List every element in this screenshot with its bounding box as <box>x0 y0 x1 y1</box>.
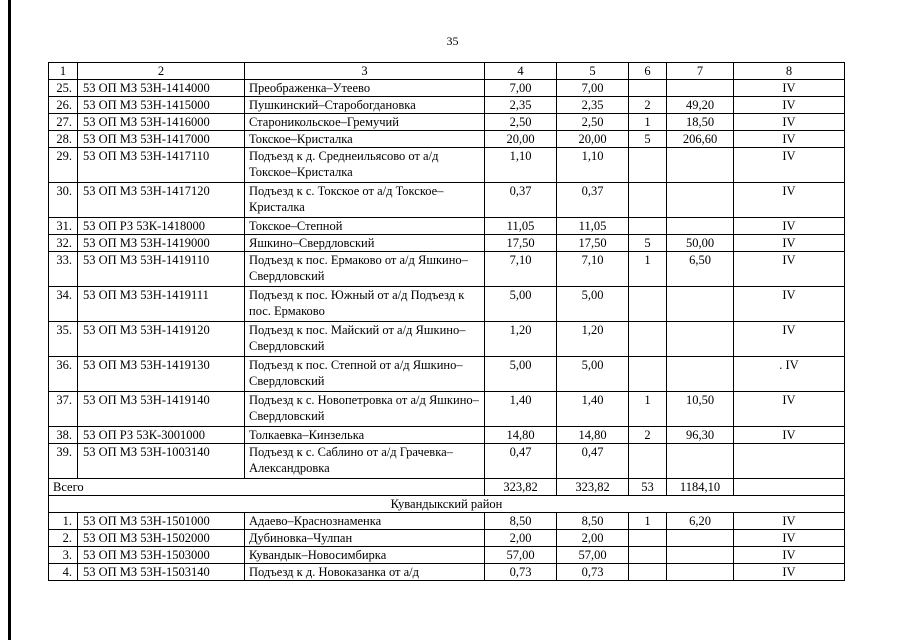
road-name: Подъезд к пос. Ермаково от а/д Яшкино–Свердловский <box>245 252 485 287</box>
road-name: Подъезд к д. Новоказанка от а/д <box>245 564 485 581</box>
road-code: 53 ОП МЗ 53Н-1419111 <box>78 287 245 322</box>
road-name: Подъезд к пос. Степной от а/д Яшкино–Свердловский <box>245 357 485 392</box>
length-total: 5,00 <box>485 357 557 392</box>
road-name: Подъезд к д. Среднеильясово от а/д Токское–Кристалка <box>245 148 485 183</box>
column-header: 5 <box>557 63 629 80</box>
table-row <box>49 80 845 97</box>
length-total: 20,00 <box>485 131 557 148</box>
road-code: 53 ОП МЗ 53Н-1419140 <box>78 392 245 427</box>
bridges-length <box>667 183 734 218</box>
road-name: Подъезд к пос. Майский от а/д Яшкино–Свердловский <box>245 322 485 357</box>
road-name: Толкаевка–Кинзелька <box>245 427 485 444</box>
road-code: 53 ОП МЗ 53Н-1417110 <box>78 148 245 183</box>
table-row <box>49 148 845 183</box>
bridges-count <box>629 183 667 218</box>
road-category: IV <box>734 530 845 547</box>
road-name: Подъезд к пос. Южный от а/д Подъезд к пос. Ермаково <box>245 287 485 322</box>
column-header: 4 <box>485 63 557 80</box>
bridges-length: 10,50 <box>667 392 734 427</box>
bridges-length: 18,50 <box>667 114 734 131</box>
length-total: 7,10 <box>485 252 557 287</box>
row-number: 38. <box>49 427 78 444</box>
road-code: 53 ОП МЗ 53Н-1419000 <box>78 235 245 252</box>
length-paved: 57,00 <box>557 547 629 564</box>
length-paved: 2,00 <box>557 530 629 547</box>
road-code: 53 ОП МЗ 53Н-1417000 <box>78 131 245 148</box>
table-row <box>49 564 845 581</box>
row-number: 4. <box>49 564 78 581</box>
road-code: 53 ОП МЗ 53Н-1419110 <box>78 252 245 287</box>
length-paved: 14,80 <box>557 427 629 444</box>
road-category: IV <box>734 114 845 131</box>
total-row <box>49 479 845 496</box>
road-name: Преображенка–Утеево <box>245 80 485 97</box>
length-total: 7,00 <box>485 80 557 97</box>
length-total: 5,00 <box>485 287 557 322</box>
row-number: 37. <box>49 392 78 427</box>
table-row <box>49 392 845 427</box>
road-name: Токское–Кристалка <box>245 131 485 148</box>
bridges-length: 206,60 <box>667 131 734 148</box>
length-total: 17,50 <box>485 235 557 252</box>
road-code: 53 ОП МЗ 53Н-1419130 <box>78 357 245 392</box>
length-total: 57,00 <box>485 547 557 564</box>
bridges-length <box>667 357 734 392</box>
total-bridges-count: 53 <box>629 479 667 496</box>
bridges-length <box>667 218 734 235</box>
column-header: 2 <box>78 63 245 80</box>
bridges-count <box>629 322 667 357</box>
bridges-count: 1 <box>629 252 667 287</box>
row-number: 1. <box>49 513 78 530</box>
row-number: 39. <box>49 444 78 479</box>
bridges-count: 1 <box>629 392 667 427</box>
length-total: 0,47 <box>485 444 557 479</box>
road-category: IV <box>734 547 845 564</box>
bridges-length <box>667 444 734 479</box>
bridges-count: 2 <box>629 97 667 114</box>
bridges-count: 1 <box>629 513 667 530</box>
road-category: IV <box>734 183 845 218</box>
row-number: 35. <box>49 322 78 357</box>
road-category: IV <box>734 235 845 252</box>
road-category: IV <box>734 564 845 581</box>
bridges-length: 6,20 <box>667 513 734 530</box>
table-row <box>49 97 845 114</box>
length-paved: 1,20 <box>557 322 629 357</box>
length-paved: 11,05 <box>557 218 629 235</box>
length-total: 11,05 <box>485 218 557 235</box>
road-code: 53 ОП РЗ 53К-3001000 <box>78 427 245 444</box>
length-paved: 5,00 <box>557 357 629 392</box>
total-bridges-length: 1184,10 <box>667 479 734 496</box>
left-margin-bar <box>8 0 11 640</box>
row-number: 33. <box>49 252 78 287</box>
row-number: 32. <box>49 235 78 252</box>
row-number: 30. <box>49 183 78 218</box>
row-number: 25. <box>49 80 78 97</box>
table-row <box>49 183 845 218</box>
length-total: 14,80 <box>485 427 557 444</box>
table-row <box>49 114 845 131</box>
bridges-length <box>667 322 734 357</box>
road-name: Кувандык–Новосимбирка <box>245 547 485 564</box>
road-category: IV <box>734 252 845 287</box>
column-header: 7 <box>667 63 734 80</box>
bridges-length <box>667 547 734 564</box>
length-paved: 0,73 <box>557 564 629 581</box>
total-length-total: 323,82 <box>485 479 557 496</box>
bridges-count <box>629 547 667 564</box>
road-category: IV <box>734 513 845 530</box>
bridges-count <box>629 444 667 479</box>
road-name: Яшкино–Свердловский <box>245 235 485 252</box>
length-paved: 2,50 <box>557 114 629 131</box>
road-code: 53 ОП МЗ 53Н-1503140 <box>78 564 245 581</box>
road-code: 53 ОП МЗ 53Н-1003140 <box>78 444 245 479</box>
length-paved: 2,35 <box>557 97 629 114</box>
table-row <box>49 357 845 392</box>
length-paved: 0,37 <box>557 183 629 218</box>
length-paved: 0,47 <box>557 444 629 479</box>
road-category: IV <box>734 148 845 183</box>
length-total: 1,20 <box>485 322 557 357</box>
district-row <box>49 496 845 513</box>
length-paved: 17,50 <box>557 235 629 252</box>
roads-table <box>48 62 845 581</box>
bridges-count <box>629 530 667 547</box>
row-number: 3. <box>49 547 78 564</box>
road-name: Пушкинский–Старобогдановка <box>245 97 485 114</box>
bridges-count: 5 <box>629 235 667 252</box>
bridges-length <box>667 287 734 322</box>
length-total: 1,40 <box>485 392 557 427</box>
length-total: 2,50 <box>485 114 557 131</box>
bridges-length: 96,30 <box>667 427 734 444</box>
column-header: 3 <box>245 63 485 80</box>
table-row <box>49 513 845 530</box>
row-number: 34. <box>49 287 78 322</box>
road-name: Подъезд к с. Новопетровка от а/д Яшкино–Свердловский <box>245 392 485 427</box>
bridges-count <box>629 218 667 235</box>
road-name: Подъезд к с. Саблино от а/д Грачевка–Александровка <box>245 444 485 479</box>
road-category: IV <box>734 131 845 148</box>
district-heading: Кувандыкский район <box>49 496 845 513</box>
bridges-count: 2 <box>629 427 667 444</box>
road-code: 53 ОП МЗ 53Н-1501000 <box>78 513 245 530</box>
length-total: 0,37 <box>485 183 557 218</box>
length-total: 2,00 <box>485 530 557 547</box>
bridges-length <box>667 564 734 581</box>
road-code: 53 ОП МЗ 53Н-1417120 <box>78 183 245 218</box>
table-row <box>49 131 845 148</box>
length-paved: 1,10 <box>557 148 629 183</box>
row-number: 26. <box>49 97 78 114</box>
road-category: IV <box>734 80 845 97</box>
length-paved: 8,50 <box>557 513 629 530</box>
road-code: 53 ОП МЗ 53Н-1415000 <box>78 97 245 114</box>
length-total: 0,73 <box>485 564 557 581</box>
row-number: 28. <box>49 131 78 148</box>
row-number: 29. <box>49 148 78 183</box>
bridges-count <box>629 357 667 392</box>
column-header-row <box>49 63 845 80</box>
bridges-count <box>629 80 667 97</box>
length-paved: 7,00 <box>557 80 629 97</box>
road-category: IV <box>734 322 845 357</box>
length-paved: 5,00 <box>557 287 629 322</box>
road-code: 53 ОП МЗ 53Н-1503000 <box>78 547 245 564</box>
bridges-count: 1 <box>629 114 667 131</box>
length-total: 2,35 <box>485 97 557 114</box>
road-code: 53 ОП МЗ 53Н-1414000 <box>78 80 245 97</box>
total-road-category <box>734 479 845 496</box>
column-header: 8 <box>734 63 845 80</box>
road-category: IV <box>734 427 845 444</box>
road-category: IV <box>734 97 845 114</box>
row-number: 2. <box>49 530 78 547</box>
table-row <box>49 252 845 287</box>
bridges-count: 5 <box>629 131 667 148</box>
road-code: 53 ОП РЗ 53К-1418000 <box>78 218 245 235</box>
bridges-count <box>629 287 667 322</box>
table-body <box>49 63 845 581</box>
bridges-length: 6,50 <box>667 252 734 287</box>
road-name: Адаево–Краснознаменка <box>245 513 485 530</box>
bridges-length <box>667 530 734 547</box>
length-total: 1,10 <box>485 148 557 183</box>
page-number: 35 <box>446 34 459 48</box>
road-name: Староникольское–Гремучий <box>245 114 485 131</box>
table-row <box>49 427 845 444</box>
length-paved: 7,10 <box>557 252 629 287</box>
bridges-length: 49,20 <box>667 97 734 114</box>
bridges-length: 50,00 <box>667 235 734 252</box>
table-row <box>49 322 845 357</box>
table-row <box>49 530 845 547</box>
row-number: 31. <box>49 218 78 235</box>
length-total: 8,50 <box>485 513 557 530</box>
bridges-count <box>629 148 667 183</box>
bridges-length <box>667 148 734 183</box>
table-row <box>49 235 845 252</box>
road-code: 53 ОП МЗ 53Н-1502000 <box>78 530 245 547</box>
road-name: Дубиновка–Чулпан <box>245 530 485 547</box>
road-category: . IV <box>734 357 845 392</box>
road-category: IV <box>734 392 845 427</box>
length-paved: 20,00 <box>557 131 629 148</box>
column-header: 1 <box>49 63 78 80</box>
table-row <box>49 547 845 564</box>
road-name: Подъезд к с. Токское от а/д Токское–Кристалка <box>245 183 485 218</box>
row-number: 36. <box>49 357 78 392</box>
table-row <box>49 444 845 479</box>
total-label: Всего <box>49 479 485 496</box>
road-name: Токское–Степной <box>245 218 485 235</box>
column-header: 6 <box>629 63 667 80</box>
table-row <box>49 287 845 322</box>
road-category: IV <box>734 287 845 322</box>
row-number: 27. <box>49 114 78 131</box>
table-row <box>49 218 845 235</box>
total-length-paved: 323,82 <box>557 479 629 496</box>
bridges-count <box>629 564 667 581</box>
length-paved: 1,40 <box>557 392 629 427</box>
road-category <box>734 444 845 479</box>
bridges-length <box>667 80 734 97</box>
road-code: 53 ОП МЗ 53Н-1416000 <box>78 114 245 131</box>
road-category: IV <box>734 218 845 235</box>
road-code: 53 ОП МЗ 53Н-1419120 <box>78 322 245 357</box>
